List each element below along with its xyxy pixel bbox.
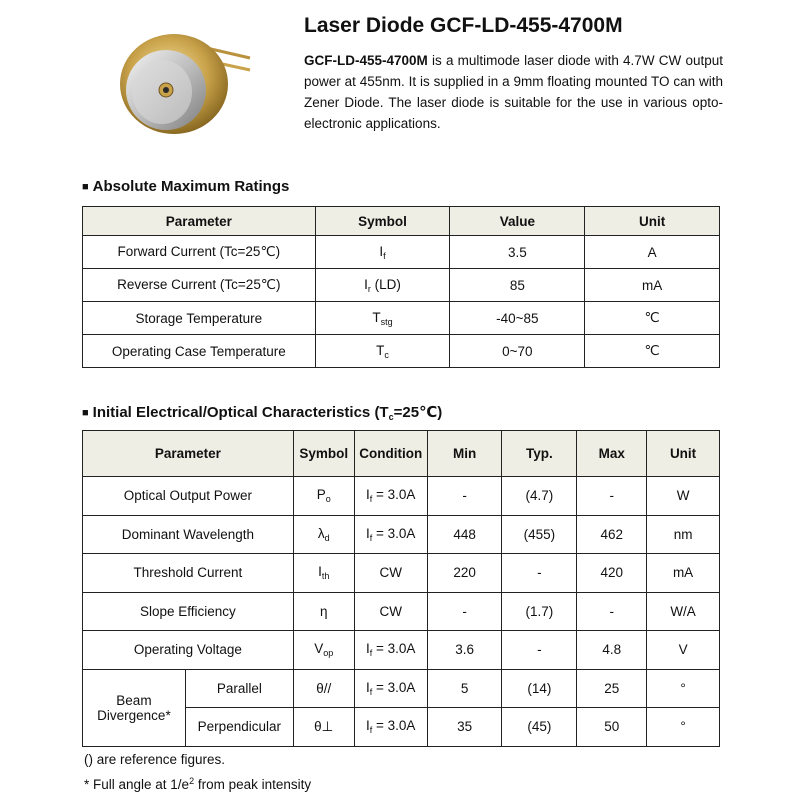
table-row: Storage Temperature $T_{stg}$ -40~85 ℃ [83, 302, 720, 335]
table-row: Reverse Current (Tc=25℃) $I_r$ (LD) 85 mA [83, 269, 720, 302]
table-row: Forward Current (Tc=25℃) $I_f$ 3.5 A [83, 236, 720, 269]
product-description [304, 50, 723, 134]
description-model: GCF-LD-455-4700M [304, 53, 428, 68]
column-header: Unit [647, 431, 720, 477]
table-row: Operating Case Temperature $T_c$ 0~70 ℃ [83, 335, 720, 368]
column-header: Min [427, 431, 502, 477]
column-header: Value [450, 207, 585, 236]
column-header: Unit [585, 207, 720, 236]
column-header: Symbol [293, 431, 354, 477]
beam-divergence-label: Beam Divergence* [83, 669, 186, 746]
table-row: Threshold Current $I_{th}$ CW 220 - 420 mA [83, 554, 720, 593]
table-row: Beam Divergence* Parallel θ// $I_f = 3.0A$ 5 (14) 25 ° [83, 669, 720, 708]
page-title: Laser Diode GCF-LD-455-4700M [304, 14, 623, 37]
table-row: Operating Voltage $V_{op}$ $I_f = 3.0A$ 3.6 - 4.8 V [83, 631, 720, 670]
table-row: Perpendicular θ⊥ $I_f = 3.0A$ 35 (45) 50 ° [83, 708, 720, 747]
column-header: Condition [354, 431, 427, 477]
table-row: Dominant Wavelength $\lambda_d$ $I_f = 3.0A$ 448 (455) 462 nm [83, 515, 720, 554]
column-header: Symbol [315, 207, 450, 236]
column-header: Typ. [502, 431, 577, 477]
angle-note: * Full angle at $1/e^2$ from peak intensity [84, 776, 312, 792]
table-row: Slope Efficiency η CW - (1.7) - W/A [83, 592, 720, 631]
electrical-optical-characteristics-table [82, 430, 720, 747]
ieo-heading: ■ Initial Electrical/Optical Characteristics $(T_c=25℃)$ [82, 404, 443, 422]
reference-note: () are reference figures. [84, 752, 226, 767]
column-header: Max [577, 431, 647, 477]
table-header-row [83, 431, 720, 477]
amr-heading: ■ Absolute Maximum Ratings [82, 178, 290, 195]
column-header: Parameter [83, 207, 316, 236]
description-text: is a multimode laser diode with 4.7W CW output power at 455nm. It is supplied in a 9mm floating mounted TO can with Zener Diode. The laser diode is suitable for the use in various opto-electronic applications. [304, 53, 723, 131]
table-header-row [83, 207, 720, 236]
table-row: Optical Output Power $P_o$ $I_f = 3.0A$ - (4.7) - W [83, 477, 720, 516]
absolute-maximum-ratings-table [82, 206, 720, 368]
column-header: Parameter [83, 431, 294, 477]
laser-diode-product-image [108, 18, 258, 138]
